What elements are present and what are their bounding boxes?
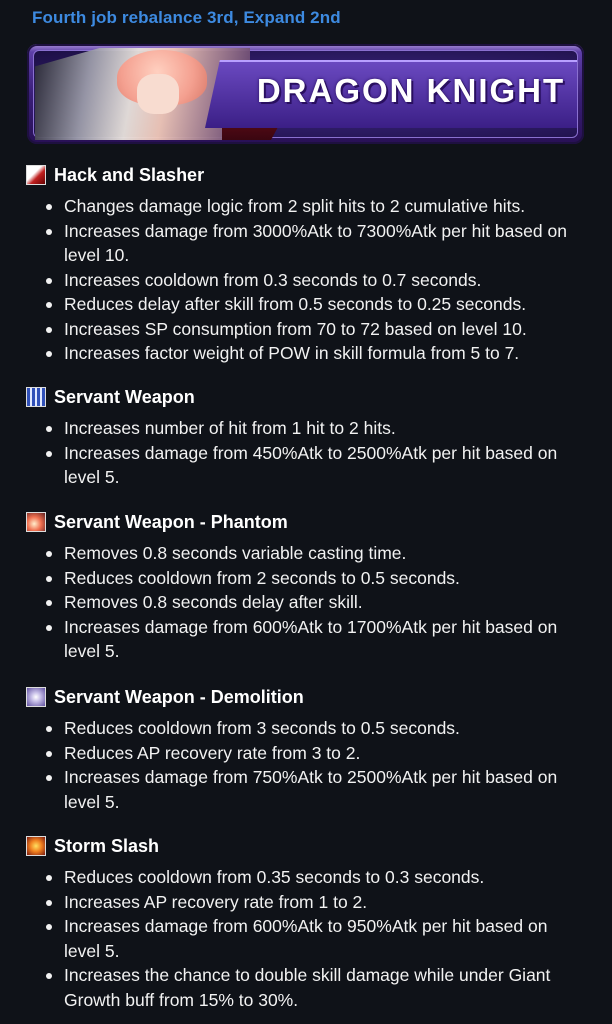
skill-title: Servant Weapon - Phantom (54, 511, 288, 532)
skill-title: Storm Slash (54, 835, 160, 856)
list-item: Removes 0.8 seconds variable casting time. (64, 541, 584, 566)
skill-section-storm-slash (26, 835, 584, 1012)
skill-change-list (26, 541, 584, 664)
list-item: Removes 0.8 seconds delay after skill. (64, 590, 584, 615)
list-item: Increases SP consumption from 70 to 72 based on level 10. (64, 317, 584, 342)
class-name: DRAGON KNIGHT (256, 72, 566, 109)
character-face (137, 74, 179, 114)
skill-title: Hack and Slasher (54, 164, 205, 185)
servant-weapon-skill-icon (26, 387, 46, 407)
list-item: Reduces cooldown from 3 seconds to 0.5 seconds. (64, 716, 584, 741)
list-item: Increases damage from 600%Atk to 1700%Atk per hit based on level 5. (64, 615, 584, 664)
skill-change-list (26, 194, 584, 366)
list-item: Increases damage from 600%Atk to 950%Atk per hit based on level 5. (64, 914, 584, 963)
list-item: Increases factor weight of POW in skill formula from 5 to 7. (64, 341, 584, 366)
list-item: Increases AP recovery rate from 1 to 2. (64, 890, 584, 915)
class-banner (27, 44, 584, 144)
list-item: Increases the chance to double skill damage while under Giant Growth buff from 15% to 30%. (64, 963, 584, 1012)
list-item: Changes damage logic from 2 split hits to 2 cumulative hits. (64, 194, 584, 219)
list-item: Increases damage from 450%Atk to 2500%Atk per hit based on level 5. (64, 441, 584, 490)
skill-change-list (26, 716, 584, 814)
list-item: Increases number of hit from 1 hit to 2 hits. (64, 416, 584, 441)
skill-section-servant-weapon (26, 386, 584, 490)
skill-section-servant-weapon-demolition (26, 686, 584, 814)
list-item: Reduces cooldown from 2 seconds to 0.5 seconds. (64, 566, 584, 591)
skill-change-list (26, 865, 584, 1012)
list-item: Increases cooldown from 0.3 seconds to 0.7 seconds. (64, 268, 584, 293)
servant-weapon-demolition-skill-icon (26, 687, 46, 707)
skill-change-list (26, 416, 584, 490)
page-title: Fourth job rebalance 3rd, Expand 2nd (32, 8, 341, 27)
list-item: Increases damage from 750%Atk to 2500%Atk per hit based on level 5. (64, 765, 584, 814)
skill-title: Servant Weapon - Demolition (54, 686, 304, 707)
list-item: Reduces AP recovery rate from 3 to 2. (64, 741, 584, 766)
skill-title: Servant Weapon (54, 386, 195, 407)
list-item: Increases damage from 3000%Atk to 7300%Atk per hit based on level 10. (64, 219, 584, 268)
skill-section-hack-and-slasher (26, 164, 584, 366)
hack-and-slasher-skill-icon (26, 165, 46, 185)
skill-section-servant-weapon-phantom (26, 511, 584, 664)
list-item: Reduces cooldown from 0.35 seconds to 0.3 seconds. (64, 865, 584, 890)
list-item: Reduces delay after skill from 0.5 seconds to 0.25 seconds. (64, 292, 584, 317)
storm-slash-skill-icon (26, 836, 46, 856)
servant-weapon-phantom-skill-icon (26, 512, 46, 532)
